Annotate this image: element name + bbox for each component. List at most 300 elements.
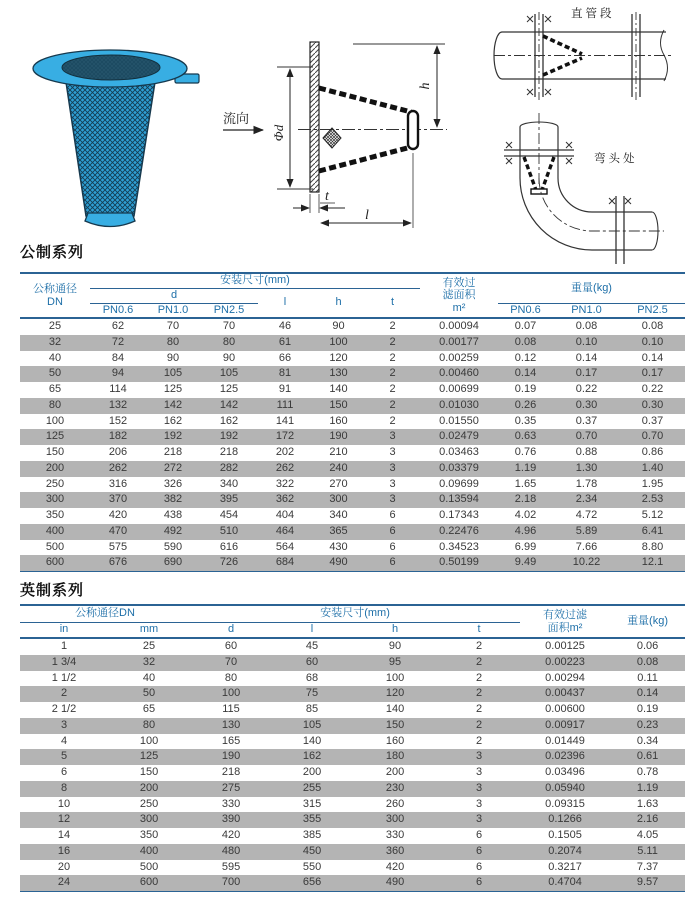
table-cell: 60 xyxy=(224,640,238,652)
table-row xyxy=(20,812,685,828)
table-cell: 3 xyxy=(475,781,483,794)
strainer-cone-cap xyxy=(531,189,547,194)
table-cell: 330 xyxy=(221,797,241,810)
table-cell: 684 xyxy=(275,556,295,569)
col-header-weight: 重量(kg) xyxy=(627,615,669,628)
table-cell: 200 xyxy=(45,461,65,474)
table-cell: 120 xyxy=(329,351,348,364)
table-cell: 160 xyxy=(329,414,348,427)
table-cell: 50 xyxy=(142,687,156,700)
table-cell: 500 xyxy=(45,540,65,553)
table-row xyxy=(20,686,685,702)
table-cell: 350 xyxy=(139,829,159,841)
table-cell: 0.09699 xyxy=(439,477,479,490)
table-cell: 130 xyxy=(221,718,241,731)
table-cell: 72 xyxy=(111,335,125,348)
table-cell: 6 xyxy=(389,509,396,521)
table-cell: 0.09315 xyxy=(545,797,585,810)
table-cell: 0.76 xyxy=(514,446,537,458)
cone-wall-top xyxy=(319,88,411,112)
table-cell: 172 xyxy=(275,430,295,443)
table-row xyxy=(20,398,685,414)
table-row xyxy=(20,702,685,718)
table-cell: 40 xyxy=(142,671,156,684)
col-header-pn10: PN1.0 xyxy=(157,303,189,316)
table-cell: 0.19 xyxy=(514,383,537,395)
straight-pipe-label: 直管段 xyxy=(571,8,615,20)
table-cell: 360 xyxy=(385,844,405,857)
table-cell: 132 xyxy=(108,398,128,411)
imperial-series-table xyxy=(20,604,685,892)
table-cell: 150 xyxy=(385,718,405,731)
table-cell: 490 xyxy=(329,556,348,569)
table-cell: 61 xyxy=(278,335,292,348)
table-cell: 400 xyxy=(45,524,65,537)
table-cell: 182 xyxy=(108,430,128,443)
table-cell: 282 xyxy=(219,461,239,474)
table-cell: 400 xyxy=(139,844,159,857)
col-header-install-dims: 安装尺寸(mm) xyxy=(190,605,520,622)
col-header-l: l xyxy=(283,296,287,309)
table-cell: 0.3217 xyxy=(548,860,582,873)
table-cell: 3 xyxy=(389,493,396,506)
table-cell: 1 1/2 xyxy=(51,671,77,684)
table-cell: 600 xyxy=(139,876,159,889)
table-row xyxy=(20,477,685,493)
table-row xyxy=(20,524,685,540)
table-cell: 180 xyxy=(385,750,405,763)
table-row xyxy=(20,718,685,734)
table-row xyxy=(20,508,685,524)
table-cell: 550 xyxy=(302,860,322,873)
table-cell: 9.49 xyxy=(514,556,537,569)
table-cell: 0.00699 xyxy=(439,383,479,395)
table-cell: 2 xyxy=(389,320,396,332)
table-cell: 395 xyxy=(219,493,239,506)
table-cell: 2 xyxy=(389,383,396,395)
metric-series-table xyxy=(20,272,685,572)
table-cell: 676 xyxy=(108,556,128,569)
table-cell: 81 xyxy=(278,367,292,380)
table-cell: 142 xyxy=(163,398,183,411)
table-cell: 0.14 xyxy=(514,367,537,380)
table-cell: 350 xyxy=(45,509,65,521)
table-cell: 4.02 xyxy=(514,509,537,521)
table-cell: 0.30 xyxy=(641,398,664,411)
table-cell: 3 xyxy=(389,446,396,458)
table-cell: 1.19 xyxy=(636,781,659,794)
table-cell: 0.14 xyxy=(636,687,659,700)
table-cell: 0.03496 xyxy=(545,766,585,778)
table-cell: 470 xyxy=(108,524,128,537)
table-row xyxy=(20,655,685,671)
table-cell: 100 xyxy=(329,335,348,348)
table-cell: 1.63 xyxy=(636,797,659,810)
dim-phi-d-label: Φd xyxy=(271,124,286,142)
table-cell: 726 xyxy=(219,556,239,569)
table-cell: 6 xyxy=(475,844,483,857)
table-cell: 1.65 xyxy=(514,477,537,490)
col-header-t: t xyxy=(390,296,395,309)
table-cell: 6 xyxy=(389,524,396,537)
table-cell: 500 xyxy=(139,860,159,873)
col-header-pn06: PN0.6 xyxy=(510,303,541,316)
table-cell: 115 xyxy=(222,703,240,715)
table-cell: 255 xyxy=(302,781,322,794)
table-cell: 300 xyxy=(385,813,405,826)
table-cell: 230 xyxy=(385,781,405,794)
table-cell: 32 xyxy=(48,335,62,348)
col-header-area-line1: 有效过 xyxy=(442,276,476,289)
table-cell: 240 xyxy=(329,461,348,474)
table-cell: 4.72 xyxy=(575,509,598,521)
table-cell: 6 xyxy=(389,540,396,553)
table-cell: 6 xyxy=(475,876,483,889)
table-cell: 2 xyxy=(389,398,396,411)
table-cell: 120 xyxy=(385,687,405,700)
table-cell: 0.37 xyxy=(641,414,664,427)
table-cell: 0.08 xyxy=(641,320,664,332)
table-cell: 420 xyxy=(221,829,241,841)
table-cell: 390 xyxy=(221,813,241,826)
table-cell: 0.06 xyxy=(636,640,659,652)
table-cell: 330 xyxy=(385,829,405,841)
col-header-area-line2: 滤面积 xyxy=(442,289,476,302)
table-cell: 125 xyxy=(219,383,239,395)
table-cell: 192 xyxy=(163,430,183,443)
table-cell: 2.53 xyxy=(641,493,664,506)
bolt-marks xyxy=(609,198,631,204)
table-cell: 300 xyxy=(329,493,348,506)
table-cell: 7.66 xyxy=(575,540,598,553)
table-row xyxy=(20,445,685,461)
table-cell: 75 xyxy=(305,687,319,700)
table-cell: 272 xyxy=(163,461,183,474)
table-row xyxy=(20,765,685,781)
table-cell: 464 xyxy=(275,524,295,537)
col-header-pn25: PN2.5 xyxy=(637,303,668,316)
table-cell: 142 xyxy=(219,398,239,411)
table-cell: 0.11 xyxy=(637,671,658,684)
col-header-d: d xyxy=(90,288,258,303)
table-cell: 2 xyxy=(389,367,396,380)
table-cell: 3 xyxy=(60,718,68,731)
table-row xyxy=(20,844,685,860)
table-cell: 2.34 xyxy=(575,493,598,506)
table-cell: 40 xyxy=(48,351,62,364)
table-cell: 322 xyxy=(275,477,295,490)
table-cell: 0.00125 xyxy=(545,640,585,652)
table-cell: 326 xyxy=(163,477,183,490)
col-header-mm: mm xyxy=(139,623,159,636)
table-cell: 200 xyxy=(385,766,405,778)
table-cell: 564 xyxy=(275,540,295,553)
table-cell: 68 xyxy=(305,671,319,684)
table-cell: 125 xyxy=(139,750,159,763)
table-cell: 162 xyxy=(163,414,183,427)
table-cell: 1.30 xyxy=(575,461,598,474)
table-cell: 140 xyxy=(385,703,405,715)
table-cell: 2 xyxy=(60,687,68,700)
table-cell: 80 xyxy=(224,671,238,684)
table-row xyxy=(20,828,685,844)
table-cell: 315 xyxy=(302,797,322,810)
table-row xyxy=(20,671,685,687)
table-cell: 70 xyxy=(224,655,238,668)
col-header-weight: 重量(kg) xyxy=(498,273,685,303)
col-header-dn-line1: 公称通径 xyxy=(33,282,77,295)
table-cell: 6.41 xyxy=(641,524,664,537)
col-header-in: in xyxy=(59,623,69,636)
table-cell: 7.37 xyxy=(636,860,659,873)
table-cell: 0.00259 xyxy=(439,351,479,364)
table-cell: 3 xyxy=(475,797,483,810)
table-cell: 100 xyxy=(385,671,405,684)
table-cell: 0.00294 xyxy=(545,671,585,684)
dim-l-label: l xyxy=(365,208,369,223)
col-header-dn: 公称通径DN xyxy=(20,605,190,622)
table-cell: 62 xyxy=(111,320,125,332)
straight-pipe-diagram xyxy=(494,6,674,100)
table-row xyxy=(20,555,685,571)
table-cell: 4.05 xyxy=(636,829,659,841)
table-cell: 90 xyxy=(332,320,345,332)
table-cell: 0.50199 xyxy=(439,556,479,569)
col-header-h: h xyxy=(335,296,342,309)
strainer-cone-wall xyxy=(542,157,554,190)
table-cell: 0.00177 xyxy=(439,335,479,348)
table-cell: 50 xyxy=(48,367,62,380)
strainer-mesh-body xyxy=(66,82,155,216)
table-cell: 0.17343 xyxy=(439,509,479,521)
table-cell: 141 xyxy=(275,414,295,427)
elbow-label: 弯头处 xyxy=(594,153,638,165)
table-cell: 94 xyxy=(111,367,125,380)
cone-wall-bottom xyxy=(319,147,411,171)
table-cell: 0.19 xyxy=(636,703,659,715)
table-cell: 130 xyxy=(329,367,348,380)
table-cell: 6 xyxy=(60,766,68,778)
table-cell: 2 xyxy=(389,414,396,427)
table-row xyxy=(20,734,685,750)
table-cell: 0.63 xyxy=(514,430,537,443)
table-cell: 95 xyxy=(388,655,402,668)
table-cell: 0.00600 xyxy=(545,703,585,715)
table-cell: 0.78 xyxy=(636,766,659,778)
table-cell: 355 xyxy=(302,813,322,826)
table-cell: 150 xyxy=(139,766,159,778)
table-cell: 125 xyxy=(45,430,65,443)
table-cell: 14 xyxy=(57,829,71,841)
table-cell: 0.03379 xyxy=(439,461,479,474)
table-cell: 0.14 xyxy=(575,351,598,364)
table-cell: 0.14 xyxy=(641,351,664,364)
table-cell: 700 xyxy=(221,876,241,889)
table-cell: 260 xyxy=(385,797,405,810)
table-cell: 100 xyxy=(221,687,241,700)
table-cell: 0.00460 xyxy=(439,367,479,380)
table-cell: 2 xyxy=(475,718,483,731)
table-cell: 2 1/2 xyxy=(51,703,77,715)
flange-plate xyxy=(310,42,319,192)
table-cell: 0.08 xyxy=(514,335,537,348)
table-cell: 140 xyxy=(329,383,348,395)
table-cell: 0.02396 xyxy=(545,750,585,763)
table-cell: 218 xyxy=(163,446,183,458)
table-row xyxy=(20,860,685,876)
strainer-inner-opening xyxy=(62,55,160,80)
imperial-series-title: 英制系列 xyxy=(20,582,85,599)
table-cell: 0.37 xyxy=(575,414,598,427)
table-row xyxy=(20,351,685,367)
strainer-cone-wall xyxy=(524,157,536,190)
col-header-area xyxy=(420,273,498,318)
table-cell: 4.96 xyxy=(514,524,537,537)
table-cell: 6 xyxy=(475,860,483,873)
table-cell: 0.10 xyxy=(641,335,664,348)
table-cell: 80 xyxy=(142,718,156,731)
table-cell: 1.40 xyxy=(641,461,664,474)
table-cell: 0.08 xyxy=(636,655,659,668)
installation-diagrams xyxy=(460,0,700,266)
table-cell: 80 xyxy=(166,335,180,348)
table-cell: 60 xyxy=(305,655,319,668)
table-cell: 111 xyxy=(276,398,294,411)
table-cell: 316 xyxy=(108,477,128,490)
table-row xyxy=(20,875,685,891)
table-cell: 6 xyxy=(389,556,396,569)
table-row xyxy=(20,492,685,508)
table-cell: 200 xyxy=(302,766,322,778)
col-header-t: t xyxy=(477,623,481,636)
flow-direction-label: 流向 xyxy=(223,111,250,126)
table-cell: 3 xyxy=(475,813,483,826)
imperial-table-body xyxy=(20,638,685,892)
table-cell: 25 xyxy=(142,640,156,652)
strainer-cone-wall xyxy=(543,36,582,54)
table-cell: 340 xyxy=(329,509,348,521)
table-cell: 2 xyxy=(389,351,396,364)
col-header-dn xyxy=(20,273,90,318)
table-cell: 575 xyxy=(108,540,128,553)
table-row xyxy=(20,366,685,382)
table-cell: 20 xyxy=(57,860,71,873)
table-row xyxy=(20,461,685,477)
table-cell: 300 xyxy=(45,493,65,506)
table-cell: 270 xyxy=(329,477,348,490)
table-cell: 0.2074 xyxy=(548,844,582,857)
table-cell: 2 xyxy=(475,687,483,700)
table-cell: 70 xyxy=(222,320,236,332)
cone-tip-cap xyxy=(408,111,418,149)
mesh-symbol xyxy=(323,128,341,148)
table-cell: 192 xyxy=(219,430,239,443)
table-cell: 12 xyxy=(57,813,71,826)
table-cell: 0.02479 xyxy=(439,430,479,443)
col-header-area xyxy=(520,605,610,638)
table-cell: 0.88 xyxy=(575,446,598,458)
table-cell: 90 xyxy=(222,351,236,364)
table-cell: 6 xyxy=(475,829,483,841)
table-cell: 0.4704 xyxy=(548,876,582,889)
table-cell: 140 xyxy=(302,734,322,747)
table-cell: 1 3/4 xyxy=(51,655,77,668)
table-cell: 340 xyxy=(219,477,239,490)
table-cell: 218 xyxy=(221,766,241,778)
table-cell: 150 xyxy=(329,398,348,411)
metric-series-title: 公制系列 xyxy=(20,244,85,261)
table-cell: 595 xyxy=(221,860,241,873)
table-cell: 80 xyxy=(222,335,236,348)
table-cell: 2.18 xyxy=(514,493,537,506)
table-row xyxy=(20,318,685,335)
table-cell: 0.22476 xyxy=(439,524,479,537)
table-cell: 5.11 xyxy=(637,844,658,857)
table-cell: 0.10 xyxy=(575,335,598,348)
col-header-pn10: PN1.0 xyxy=(571,303,602,316)
table-cell: 105 xyxy=(163,367,183,380)
table-row xyxy=(20,781,685,797)
table-cell: 150 xyxy=(45,446,65,458)
table-cell: 2 xyxy=(475,734,483,747)
table-cell: 2 xyxy=(475,703,483,715)
table-row xyxy=(20,335,685,351)
table-cell: 0.12 xyxy=(514,351,537,364)
table-row xyxy=(20,540,685,556)
table-cell: 262 xyxy=(275,461,295,474)
table-cell: 45 xyxy=(305,640,319,652)
metric-table-body xyxy=(20,318,685,572)
table-cell: 190 xyxy=(221,750,241,763)
table-cell: 250 xyxy=(45,477,65,490)
col-header-pn25: PN2.5 xyxy=(213,303,245,316)
table-cell: 370 xyxy=(108,493,128,506)
table-cell: 105 xyxy=(302,718,322,731)
table-cell: 0.17 xyxy=(641,367,664,380)
table-cell: 9.57 xyxy=(636,876,659,889)
table-cell: 600 xyxy=(45,556,65,569)
table-row xyxy=(20,414,685,430)
table-cell: 492 xyxy=(163,524,183,537)
table-cell: 1.78 xyxy=(575,477,598,490)
table-cell: 8 xyxy=(60,781,68,794)
table-cell: 80 xyxy=(48,398,62,411)
table-cell: 404 xyxy=(275,509,295,521)
col-header-install-dims: 安装尺寸(mm) xyxy=(90,273,420,288)
table-cell: 206 xyxy=(108,446,128,458)
table-cell: 91 xyxy=(278,383,292,395)
table-cell: 590 xyxy=(163,540,183,553)
table-cell: 2 xyxy=(475,655,483,668)
table-cell: 84 xyxy=(111,351,125,364)
table-cell: 4 xyxy=(60,734,68,747)
table-cell: 490 xyxy=(385,876,405,889)
table-cell: 0.01030 xyxy=(439,398,479,411)
table-cell: 2 xyxy=(389,335,396,348)
table-cell: 70 xyxy=(166,320,180,332)
table-cell: 0.07 xyxy=(514,320,537,332)
table-row xyxy=(20,797,685,813)
col-header-area-line3: m² xyxy=(452,301,466,314)
table-cell: 0.70 xyxy=(641,430,664,443)
table-cell: 3 xyxy=(389,461,396,474)
table-cell: 365 xyxy=(329,524,348,537)
table-cell: 3 xyxy=(475,750,483,763)
table-cell: 90 xyxy=(166,351,180,364)
table-cell: 5.12 xyxy=(641,509,664,521)
table-cell: 65 xyxy=(142,703,156,715)
table-cell: 2 xyxy=(475,671,483,684)
